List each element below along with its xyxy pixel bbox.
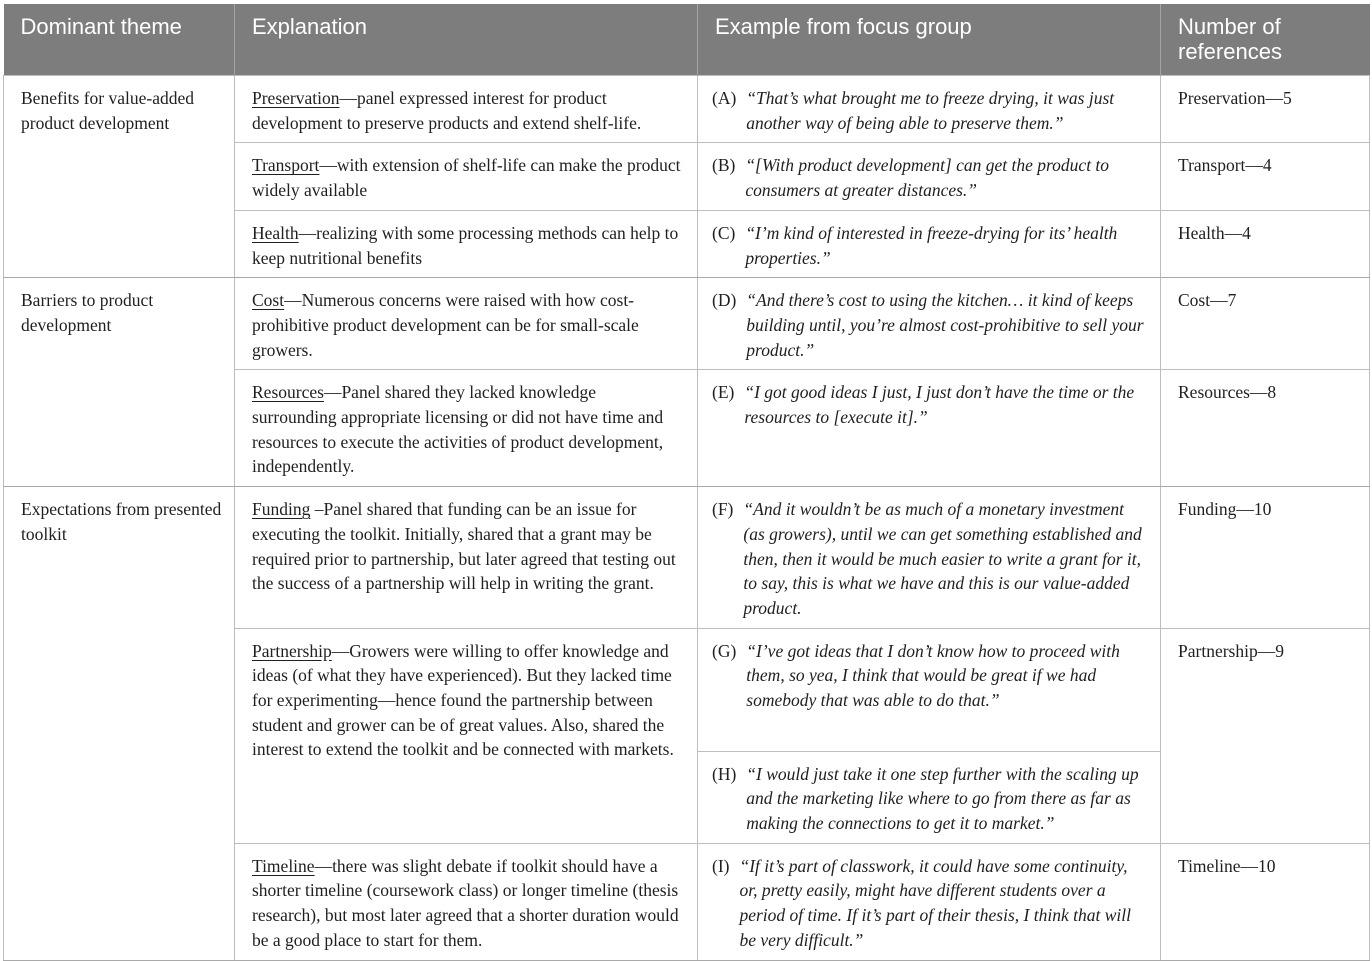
- theme-label: Benefits for value-added product development: [21, 88, 194, 133]
- explanation-cell: [235, 628, 698, 843]
- references-cell: Cost—7: [1161, 278, 1370, 370]
- topic-label: Cost: [252, 290, 285, 311]
- explanation-text: —Numerous concerns were raised with how cost-prohibitive product development can be for small-scale growers.: [252, 290, 639, 360]
- table-row: [4, 487, 1370, 629]
- quote-text: “And it wouldn’t be as much of a monetary investment (as growers), until we can get something established and then, then it would be much easier to write a grant for it, to say, this is what we have and this is our value-added product.: [743, 499, 1142, 618]
- themes-table: [3, 4, 1370, 961]
- quote-letter: (G): [712, 640, 737, 661]
- quote-text: “[With product development] can get the product to consumers at greater distances.”: [745, 155, 1110, 201]
- explanation-cell: [235, 370, 698, 487]
- table-row: [4, 76, 1370, 143]
- references-cell: Health—4: [1161, 210, 1370, 277]
- references-cell: Resources—8: [1161, 370, 1370, 487]
- references-cell: Partnership—9: [1161, 628, 1370, 843]
- explanation-text: —realizing with some processing methods can help to keep nutritional benefits: [252, 222, 679, 268]
- example-cell: [698, 370, 1161, 487]
- references-cell: Timeline—10: [1161, 843, 1370, 960]
- explanation-cell: [235, 210, 698, 277]
- quote-text: “I would just take it one step further with the scaling up and the marketing like where to go from there as far as making the connections to get it to market.”: [746, 763, 1139, 834]
- quote-letter: (F): [712, 499, 734, 520]
- theme-cell: [4, 487, 235, 960]
- explanation-cell: [235, 278, 698, 370]
- explanation-text: —Panel shared they lacked knowledge surrounding appropriate licensing or did not have time and resources to execute the activities of product development, independently.: [252, 382, 664, 477]
- theme-cell: [4, 278, 235, 487]
- example-cell: [698, 628, 1161, 843]
- header-explanation: Explanation: [235, 4, 698, 76]
- example-cell: [698, 210, 1161, 277]
- example-cell: [698, 843, 1161, 960]
- theme-cell: [4, 76, 235, 278]
- explanation-cell: [235, 76, 698, 143]
- header-example: Example from focus group: [698, 4, 1161, 76]
- topic-label: Transport: [252, 155, 320, 176]
- table-row: [4, 278, 1370, 370]
- topic-label: Partnership: [252, 640, 332, 661]
- explanation-text: —with extension of shelf-life can make the product widely available: [252, 155, 681, 201]
- example-cell: [698, 143, 1161, 210]
- quote-letter: (H): [712, 763, 737, 784]
- quote-letter: (D): [712, 290, 737, 311]
- quote-text: “I’m kind of interested in freeze-drying for its’ health properties.”: [745, 222, 1118, 268]
- topic-label: Health: [252, 222, 299, 243]
- quote-text: “I got good ideas I just, I just don’t have the time or the resources to [execute it].”: [744, 382, 1135, 428]
- explanation-cell: [235, 143, 698, 210]
- topic-label: Funding: [252, 499, 311, 520]
- quote-letter: (A): [712, 88, 737, 108]
- quote-text: “I’ve got ideas that I don’t know how to proceed with them, so yea, I think that would be great if we had somebody that was able to do that.”: [746, 640, 1120, 711]
- topic-label: Timeline: [252, 855, 315, 876]
- example-cell: [698, 76, 1161, 143]
- explanation-cell: [235, 843, 698, 960]
- example-cell: [698, 487, 1161, 629]
- explanation-text: —there was slight debate if toolkit should have a shorter timeline (coursework class) or longer timeline (thesis research), but most later agreed that a shorter duration would be a good place to start for them.: [252, 855, 679, 950]
- references-cell: Transport—4: [1161, 143, 1370, 210]
- references-cell: Preservation—5: [1161, 76, 1370, 143]
- quote-letter: (B): [712, 155, 736, 176]
- topic-label: Preservation: [252, 88, 340, 108]
- quote-letter: (I): [712, 855, 730, 876]
- theme-label: Expectations from presented toolkit: [21, 499, 222, 544]
- explanation-text: –Panel shared that funding can be an issue for executing the toolkit. Initially, shared that a grant may be required prior to partnership, but later agreed that testing out the success of a partnership will help in writing the grant.: [252, 499, 676, 594]
- header-number-of-references: Number of references: [1161, 4, 1370, 76]
- explanation-text: —Growers were willing to offer knowledge and ideas (of what they have experienced). But they lacked time for experimenting—hence found the partnership between student and grower can be of great values. Also, shared the interest to extend the toolkit and be connected with markets.: [252, 640, 674, 760]
- quote-text: “And there’s cost to using the kitchen… it kind of keeps building until, you’re almost cost-prohibitive to sell your product.”: [746, 290, 1144, 360]
- header-row: [4, 4, 1370, 76]
- quote-text: “That’s what brought me to freeze drying, it was just another way of being able to preserve them.”: [746, 88, 1115, 133]
- topic-label: Resources: [252, 382, 324, 403]
- quote-letter: (C): [712, 222, 736, 243]
- header-dominant-theme: Dominant theme: [4, 4, 235, 76]
- explanation-cell: [235, 487, 698, 629]
- references-cell: Funding—10: [1161, 487, 1370, 629]
- explanation-text: —panel expressed interest for product development to preserve products and extend shelf-life.: [252, 88, 642, 133]
- theme-label: Barriers to product development: [21, 290, 154, 335]
- quote-text: “If it’s part of classwork, it could have some continuity, or, pretty easily, might have different students over a period of time. If it’s part of their thesis, I think that will be very difficult.”: [739, 855, 1131, 950]
- quote-letter: (E): [712, 382, 735, 403]
- example-cell: [698, 278, 1161, 370]
